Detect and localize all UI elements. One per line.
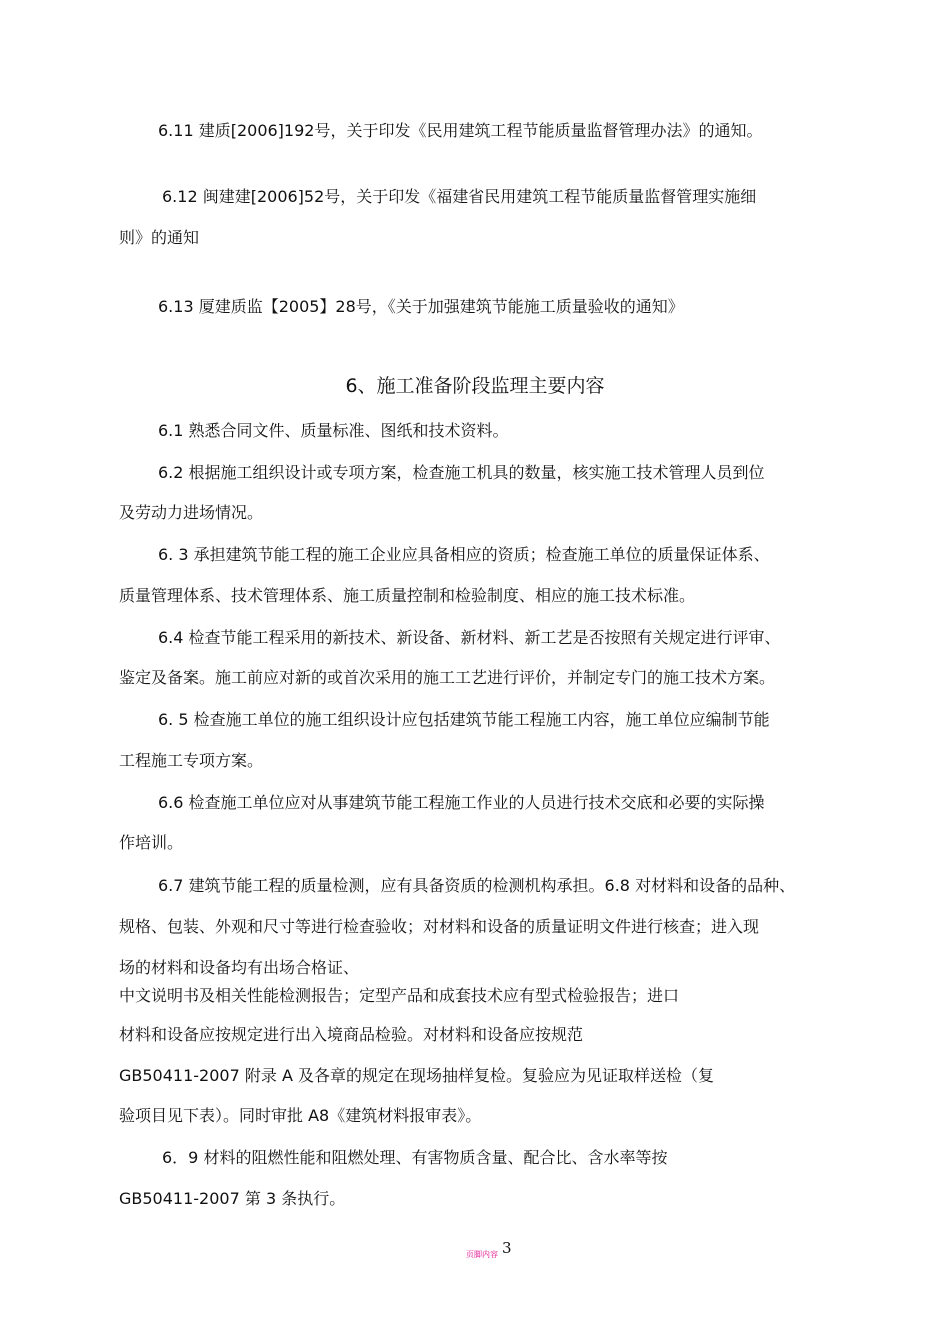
text-line: 验项目见下表）。同时审批 A8《建筑材料报审表》。 [119, 1106, 482, 1125]
text-line: 则》的通知 [119, 228, 200, 247]
text-line: 6.7 建筑节能工程的质量检测，应有具备资质的检测机构承担。6.8 对材料和设备的品种、 [158, 876, 796, 895]
text-line: 及劳动力进场情况。 [119, 503, 264, 522]
text-line: 6.13 厦建质监【2005】28号，《关于加强建筑节能施工质量验收的通知》 [158, 297, 684, 316]
text-line: 工程施工专项方案。 [119, 751, 264, 770]
text-line: 6.4 检查节能工程采用的新技术、新设备、新材料、新工艺是否按照有关规定进行评审、 [158, 628, 781, 647]
text-line: 6.1 熟悉合同文件、质量标准、图纸和技术资料。 [158, 421, 509, 440]
text-line: GB50411-2007 第 3 条执行。 [119, 1189, 346, 1208]
section-heading: 6、施工准备阶段监理主要内容 [345, 375, 605, 397]
text-line: 鉴定及备案。施工前应对新的或首次采用的施工工艺进行评价，并制定专门的施工技术方案。 [119, 668, 776, 687]
text-line: 6．9 材料的阻燃性能和阻燃处理、有害物质含量、配合比、含水率等按 [162, 1148, 668, 1167]
text-line: 材料和设备应按规定进行出入境商品检验。对材料和设备应按规范 [119, 1025, 584, 1044]
footer-label: 页脚内容 [466, 1250, 498, 1259]
text-line: 6. 5 检查施工单位的施工组织设计应包括建筑节能工程施工内容，施工单位应编制节能 [158, 710, 770, 729]
text-line: 质量管理体系、技术管理体系、施工质量控制和检验制度、相应的施工技术标准。 [119, 586, 696, 605]
page-number: 3 [502, 1239, 512, 1257]
text-line: 作培训。 [119, 833, 184, 852]
text-line: 中文说明书及相关性能检测报告；定型产品和成套技术应有型式检验报告；进口 [119, 986, 680, 1005]
text-line: 6.6 检查施工单位应对从事建筑节能工程施工作业的人员进行技术交底和必要的实际操 [158, 793, 765, 812]
text-line: 6. 3 承担建筑节能工程的施工企业应具备相应的资质；检查施工单位的质量保证体系、 [158, 545, 770, 564]
text-line: 6.12 闽建建[2006]52号，关于印发《福建省民用建筑工程节能质量监督管理实施细 [162, 187, 757, 206]
text-line: 6.11 建质[2006]192号，关于印发《民用建筑工程节能质量监督管理办法》的通知。 [158, 121, 763, 140]
text-line: 场的材料和设备均有出场合格证、 [119, 958, 360, 977]
text-line: GB50411-2007 附录 A 及各章的规定在现场抽样复检。复验应为见证取样送检（复 [119, 1066, 714, 1085]
text-line: 规格、包装、外观和尺寸等进行检查验收；对材料和设备的质量证明文件进行核查；进入现 [119, 917, 760, 936]
text-line: 6.2 根据施工组织设计或专项方案，检查施工机具的数量，核实施工技术管理人员到位 [158, 463, 765, 482]
